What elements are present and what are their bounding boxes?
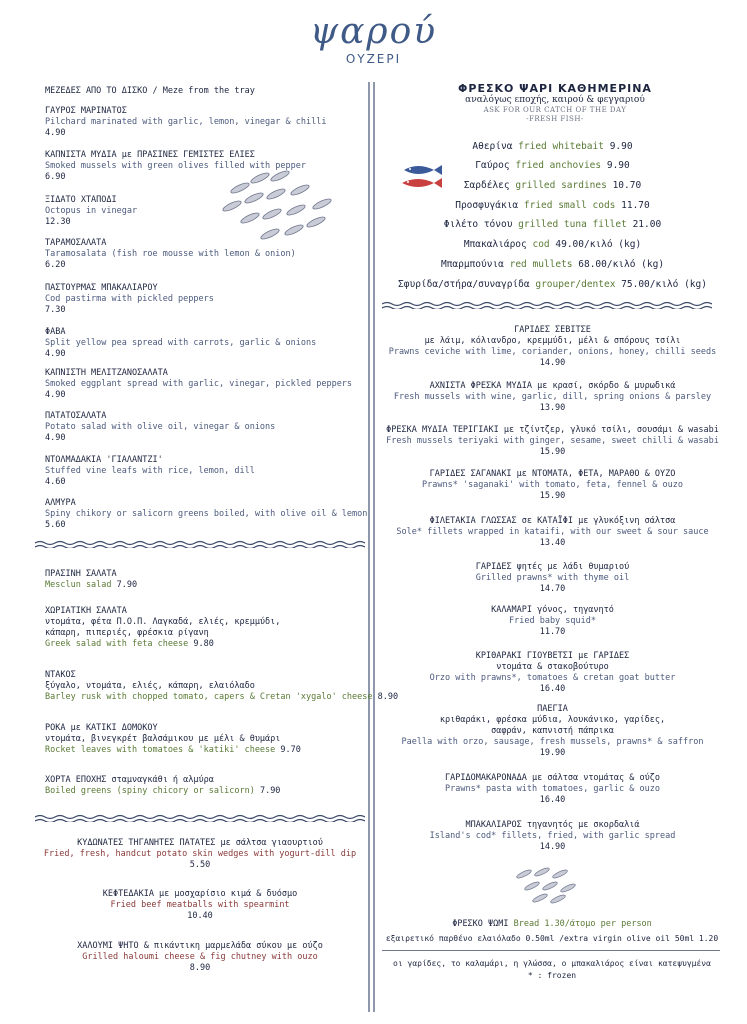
salad-description: Rocket leaves with tomatoes & 'katiki' cheese xyxy=(45,745,276,755)
fish-name-gr: Γαύρος xyxy=(475,160,510,171)
seafood-dish-name: ΠΑΕΓΙΑ xyxy=(537,704,568,714)
seafood-dish-price: 14.90 xyxy=(539,358,566,368)
meze-item-name: ΠΑΤΑΤΟΣΑΛΑΤΑ xyxy=(45,411,107,421)
meze-item xyxy=(45,368,353,401)
fish-price: 49.00/κιλό (kg) xyxy=(555,239,642,250)
hot-dish-item xyxy=(30,838,370,871)
meze-item-price: 4.90 xyxy=(45,128,66,138)
salad-price: 9.70 xyxy=(280,745,301,755)
meze-item-price: 4.60 xyxy=(45,477,66,487)
meze-item-name: ΝΤΟΛΜΑΔΑΚΙΑ 'ΓΙΑΛΑΝΤΖΙ' xyxy=(45,455,163,465)
seafood-dish-price: 16.40 xyxy=(539,795,566,805)
meze-item-name: ΤΑΡΑΜΟΣΑΛΑΤΑ xyxy=(45,238,107,248)
meze-item-description: Split yellow pea spread with carrots, garlic & onions xyxy=(45,338,317,348)
hot-dish-description: Fried beef meatballs with spearmint xyxy=(110,900,290,910)
hot-dish-name: ΚΕΦΤΕΔΑΚΙΑ με μοσχαρίσιο κιμά & δυόσμο xyxy=(102,889,298,899)
salad-item xyxy=(45,775,345,797)
seafood-dish-item xyxy=(380,704,725,759)
fish-price: 9.90 xyxy=(609,141,633,152)
seafood-dish-ingredients: κριθαράκι, φρέσκα μύδια, λουκάνικο, γαρίδες, xyxy=(439,715,666,725)
meze-item-price: 12.30 xyxy=(45,217,71,227)
bread-line-2: εξαιρετικό παρθένο ελαιόλαδο 0.50ml /extra virgin olive oil 50ml 1.20 xyxy=(385,934,719,943)
fresh-fish-item xyxy=(380,141,725,153)
salad-ingredients: ντομάτα, φέτα Π.Ο.Π. Λαγκαδά, ελιές, κρεμμύδι, xyxy=(45,617,281,627)
fish-price: 10.70 xyxy=(612,180,642,191)
seafood-dish-description: Orzo with prawns*, tomatoes & cretan goat butter xyxy=(429,673,676,683)
fish-price: 21.00 xyxy=(632,219,662,230)
meze-item-name: ΚΑΠΝΙΣΤΗ ΜΕΛΙΤΖΑΝΟΣΑΛΑΤΑ xyxy=(45,368,168,378)
seafood-dish-description: Island's cod* fillets, fried, with garlic spread xyxy=(429,831,676,841)
wave-divider xyxy=(35,540,365,548)
fresh-fish-item xyxy=(380,180,725,192)
salad-price: 9.80 xyxy=(193,639,214,649)
seafood-dish-item xyxy=(380,773,725,806)
seafood-dish-item xyxy=(380,469,725,502)
meze-heading: ΜΕΖΕΔΕΣ ΑΠΟ ΤΟ ΔΙΣΚΟ / Meze from the tray xyxy=(45,86,255,96)
fish-price: 68.00/κιλό (kg) xyxy=(578,259,665,270)
frozen-note: οι γαρίδες, το καλαμάρι, η γλώσσα, ο μπακαλιάρος είναι κατεψυγμένα xyxy=(393,959,711,968)
seafood-dish-description: Fried baby squid* xyxy=(509,616,596,626)
seafood-dish-price: 13.90 xyxy=(539,403,566,413)
meze-item-name: ΠΑΣΤΟΥΡΜΑΣ ΜΠΑΚΑΛΙΑΡΟΥ xyxy=(45,283,158,293)
bread-line-1 xyxy=(382,918,722,930)
logo-title: ψαρού xyxy=(309,11,438,52)
meze-item-name: ΦΑΒΑ xyxy=(45,327,66,337)
seafood-dish-price: 14.90 xyxy=(539,842,566,852)
salad-price: 7.90 xyxy=(259,786,281,796)
salad-description: Greek salad with feta cheese xyxy=(45,639,189,649)
hot-dish-price: 8.90 xyxy=(189,963,211,973)
seafood-dish-name: ΓΑΡΙΔΕΣ ΣΕΒΙΤΣΕ xyxy=(514,325,591,335)
seafood-dish-name: ΑΧΝΙΣΤΑ ΦΡΕΣΚΑ ΜΥΔΙΑ με κρασί, σκόρδο & μυρωδικά xyxy=(429,381,676,391)
fish-name-en: fried anchovies xyxy=(515,160,602,171)
meze-item-price: 5.60 xyxy=(45,520,66,530)
seafood-dish-description: Prawns* 'saganaki' with tomato, feta, fennel & ouzo xyxy=(422,480,683,490)
seafood-dish-description: Prawns ceviche with lime, coriander, onions, honey, chilli seeds xyxy=(388,347,717,357)
hot-dish-name: ΚΥΔΩΝΑΤΕΣ ΤΗΓΑΝΗΤΕΣ ΠΑΤΑΤΕΣ με σάλτσα γιαουρτιού xyxy=(77,838,323,848)
fish-name-en: grilled tuna fillet xyxy=(518,219,627,230)
fish-name-en: red mullets xyxy=(509,259,573,270)
hot-dish-item xyxy=(30,889,370,922)
fish-price: 9.90 xyxy=(606,160,630,171)
fresh-fish-item xyxy=(380,239,725,251)
seafood-dish-description: Fresh mussels with wine, garlic, dill, spring onions & parsley xyxy=(393,392,712,402)
meze-item-description: Cod pastirma with pickled peppers xyxy=(45,294,214,304)
seafood-dish-price: 11.70 xyxy=(539,627,566,637)
seafood-dish-item xyxy=(380,605,725,638)
footer xyxy=(382,958,722,982)
meze-item xyxy=(45,498,368,531)
fresh-fish-en2: -FRESH FISH- xyxy=(526,115,584,123)
fish-name-en: fried whitebait xyxy=(518,141,604,152)
seafood-dish-description: Sole* fillets wrapped in kataifi, with our sweet & sour sauce xyxy=(396,527,709,537)
fish-price: 11.70 xyxy=(621,200,650,211)
seafood-dish-price: 14.70 xyxy=(539,584,566,594)
wave-divider xyxy=(382,301,712,309)
seafood-dish-price: 15.90 xyxy=(539,447,566,457)
salad-description-line xyxy=(45,692,399,703)
seafood-dish-price: 16.40 xyxy=(539,684,566,694)
meze-item-price: 4.90 xyxy=(45,433,66,443)
meze-item-description: Pilchard marinated with garlic, lemon, vinegar & chilli xyxy=(45,117,327,127)
meze-item xyxy=(45,455,345,488)
seafood-dish-name: ΓΑΡΙΔΕΣ ψητές με λάδι θυμαριού xyxy=(475,562,630,572)
seafood-dish-item xyxy=(380,325,725,369)
seafood-dish-description: Fresh mussels teriyaki with ginger, sesame, sweet chilli & wasabi xyxy=(386,436,719,446)
seafood-dish-description: Grilled prawns* with thyme oil xyxy=(475,573,630,583)
seafood-dish-name: ΦΙΛΕΤΑΚΙΑ ΓΛΩΣΣΑΣ σε ΚΑΤΑΪΦΙ με γλυκόξινη σάλτσα xyxy=(429,516,676,526)
meze-item xyxy=(45,283,345,316)
salad-ingredients: ξύγαλο, ντομάτα, ελιές, κάπαρη, ελαιόλαδο xyxy=(45,681,255,691)
vertical-divider xyxy=(373,82,375,1012)
seafood-dish-item xyxy=(380,562,725,595)
meze-item-price: 7.30 xyxy=(45,305,66,315)
salad-ingredients: ντομάτα, βινεγκρέτ βαλσάμικου με μέλι & θυμάρι xyxy=(45,734,281,744)
fish-name-gr: Φιλέτο τόνου xyxy=(443,219,513,230)
salad-name: ΠΡΑΣΙΝΗ ΣΑΛΑΤΑ xyxy=(45,569,117,579)
meze-item-description: Stuffed vine leafs with rice, lemon, dill xyxy=(45,466,255,476)
meze-item-description: Spiny chikory or salicorn greens boiled, with olive oil & lemon xyxy=(45,509,368,519)
bread-en: Bread 1.30/άτομο per person xyxy=(513,919,652,929)
fresh-fish-header xyxy=(390,82,720,124)
meze-item-description: Smoked eggplant spread with garlic, vinegar, pickled peppers xyxy=(45,379,353,389)
fish-name-gr: Αθερίνα xyxy=(472,141,513,152)
fresh-fish-title: ΦΡΕΣΚΟ ΨΑΡΙ ΚΑΘΗΜΕΡΙΝΑ xyxy=(458,82,652,95)
seafood-dish-name: ΚΡΙΘΑΡΑΚΙ ΓΙΟΥΒΕΤΣΙ με ΓΑΡΙΔΕΣ xyxy=(475,651,630,661)
meze-item-description: Octopus in vinegar xyxy=(45,206,138,216)
fish-name-gr: Μπακαλιάρος xyxy=(463,239,527,250)
vertical-divider xyxy=(368,82,370,1012)
seafood-dish-name: ΚΑΛΑΜΑΡΙ γόνος, τηγανητό xyxy=(491,605,614,615)
seafood-dish-ingredients: ντομάτα & στακοβούτυρο xyxy=(496,662,609,672)
meze-item-description: Smoked mussels with green olives filled with pepper xyxy=(45,161,306,171)
fresh-fish-en1: ASK FOR OUR CATCH OF THE DAY xyxy=(483,106,627,114)
seafood-dish-item xyxy=(380,516,725,549)
meze-item-name: ΑΛΜΥΡΑ xyxy=(45,498,76,508)
fresh-fish-item xyxy=(380,160,725,172)
salad-price: 8.90 xyxy=(377,692,399,702)
meze-item-name: ΓΑΥΡΟΣ ΜΑΡΙΝΑΤΟΣ xyxy=(45,106,127,116)
section-heading-meze xyxy=(45,86,345,97)
salad-ingredients-2: κάπαρη, πιπεριές, φρέσκια ρίγανη xyxy=(45,628,209,638)
sardines-illustration xyxy=(220,168,340,248)
bread-gr: ΦΡΕΣΚΟ ΨΩΜΙ xyxy=(452,919,509,929)
fish-name-en: grilled sardines xyxy=(515,180,607,191)
meze-item-name: ΞΙΔΑΤΟ ΧΤΑΠΟΔΙ xyxy=(45,195,117,205)
salad-description: Boiled greens (spiny chicory or salicorn) xyxy=(45,786,255,796)
restaurant-logo xyxy=(0,11,747,66)
meze-item xyxy=(45,106,345,139)
seafood-dish-price: 19.90 xyxy=(539,748,566,758)
salad-name: ΧΩΡΙΑΤΙΚΗ ΣΑΛΑΤΑ xyxy=(45,606,127,616)
fish-name-en: cod xyxy=(532,239,550,250)
seafood-dish-name: ΦΡΕΣΚΑ ΜΥΔΙΑ ΤΕΡΙΓΙΑΚΙ με τζίντζερ, γλυκό τσίλι, σουσάμι & wasabi xyxy=(386,425,719,435)
meze-item-price: 6.90 xyxy=(45,172,66,182)
meze-item xyxy=(45,327,345,360)
logo-subtitle: ΟΥΖΕΡΙ xyxy=(345,52,402,66)
salad-description-line xyxy=(45,639,345,650)
salad-price: 7.90 xyxy=(116,580,138,590)
seafood-dish-name: ΓΑΡΙΔΕΣ ΣΑΓΑΝΑΚΙ με ΝΤΟΜΑΤΑ, ΦΕΤΑ, ΜΑΡΑΘΟ & ΟΥΖΟ xyxy=(429,469,676,479)
salad-description: Mesclun salad xyxy=(45,580,112,590)
seafood-dish-item xyxy=(380,381,725,414)
salad-description-line xyxy=(45,745,345,756)
bread-info xyxy=(382,918,722,945)
seafood-dish-name: ΓΑΡΙΔΟΜΑΚΑΡΟΝΑΔΑ με σάλτσα ντομάτας & ούζο xyxy=(445,773,660,783)
seafood-dish-ingredients-2: σαφράν, καπνιστή πάπρικα xyxy=(491,726,614,736)
hot-dish-name: ΧΑΛΟΥΜΙ ΨΗΤΟ & πικάντικη μαρμελάδα σύκου με ούζο xyxy=(77,941,323,951)
seafood-dish-price: 13.40 xyxy=(539,538,566,548)
salad-name: ΝΤΑΚΟΣ xyxy=(45,670,76,680)
hot-dish-price: 10.40 xyxy=(187,911,213,921)
salad-item xyxy=(45,670,399,703)
meze-item-price: 4.90 xyxy=(45,390,66,400)
salad-name: ΧΟΡΤΑ ΕΠΟΧΗΣ σταμναγκάθι ή αλμύρα xyxy=(45,775,214,785)
seafood-dish-description: Paella with orzo, sausage, fresh mussels, prawns* & saffron xyxy=(401,737,704,747)
fresh-fish-item xyxy=(380,219,725,231)
fish-name-en: grouper/dentex xyxy=(535,279,616,290)
meze-item-price: 6.20 xyxy=(45,260,66,270)
wave-divider xyxy=(35,814,365,822)
meze-item-price: 4.90 xyxy=(45,349,66,359)
salad-description: Barley rusk with chopped tomato, capers & Cretan 'xygalo' cheese xyxy=(45,692,373,702)
seafood-dish-item xyxy=(380,425,725,458)
frozen-legend: * : frozen xyxy=(527,971,577,980)
salad-item xyxy=(45,606,345,650)
fresh-fish-item xyxy=(380,279,725,291)
fish-name-gr: Μπαρμπούνια xyxy=(440,259,504,270)
fish-name-gr: Σαρδέλες xyxy=(463,180,510,191)
hot-dish-description: Fried, fresh, handcut potato skin wedges with yogurt-dill dip xyxy=(43,849,357,859)
footer-separator xyxy=(382,950,720,951)
hot-dish-item xyxy=(30,941,370,974)
meze-item-description: Potato salad with olive oil, vinegar & onions xyxy=(45,422,276,432)
seafood-dish-description: Prawns* pasta with tomatoes, garlic & ouzo xyxy=(445,784,660,794)
meze-item-name: ΚΑΠΝΙΣΤΑ ΜΥΔΙΑ με ΠΡΑΣΙΝΕΣ ΓΕΜΙΣΤΕΣ ΕΛΙΕΣ xyxy=(45,150,255,160)
hot-dish-description: Grilled haloumi cheese & fig chutney with ouzo xyxy=(82,952,318,962)
salad-name: ΡΟΚΑ με ΚΑΤΙΚΙ ΔΟΜΟΚΟΥ xyxy=(45,723,158,733)
salad-description-line xyxy=(45,580,345,591)
salad-item xyxy=(45,723,345,756)
fresh-fish-subtitle: αναλόγως εποχής, καιρού & φεγγαριού xyxy=(465,95,645,105)
seafood-dish-price: 15.90 xyxy=(539,491,566,501)
fish-name-gr: Σφυρίδα/στήρα/συναγρίδα xyxy=(398,279,530,290)
seafood-dish-name: ΜΠΑΚΑΛΙΑΡΟΣ τηγανητός με σκορδαλιά xyxy=(465,820,640,830)
fish-name-en: fried small cods xyxy=(523,200,616,211)
seafood-dish-item xyxy=(380,651,725,695)
salad-description-line xyxy=(45,786,345,797)
fish-name-gr: Προσφυγάκια xyxy=(455,200,519,211)
salad-item xyxy=(45,569,345,591)
meze-item xyxy=(45,411,345,444)
seafood-dish-ingredients: με λάιμ, κόλιανδρο, κρεμμύδι, μέλι & σπόρους τσίλι xyxy=(424,336,681,346)
fresh-fish-item xyxy=(380,200,725,212)
fresh-fish-item xyxy=(380,259,725,271)
fish-price: 75.00/κιλό (kg) xyxy=(621,279,707,290)
meze-item-description: Taramosalata (fish roe mousse with lemon & onion) xyxy=(45,249,296,259)
hot-dish-price: 5.50 xyxy=(189,860,211,870)
anchovies-illustration xyxy=(512,864,582,906)
seafood-dish-item xyxy=(380,820,725,853)
